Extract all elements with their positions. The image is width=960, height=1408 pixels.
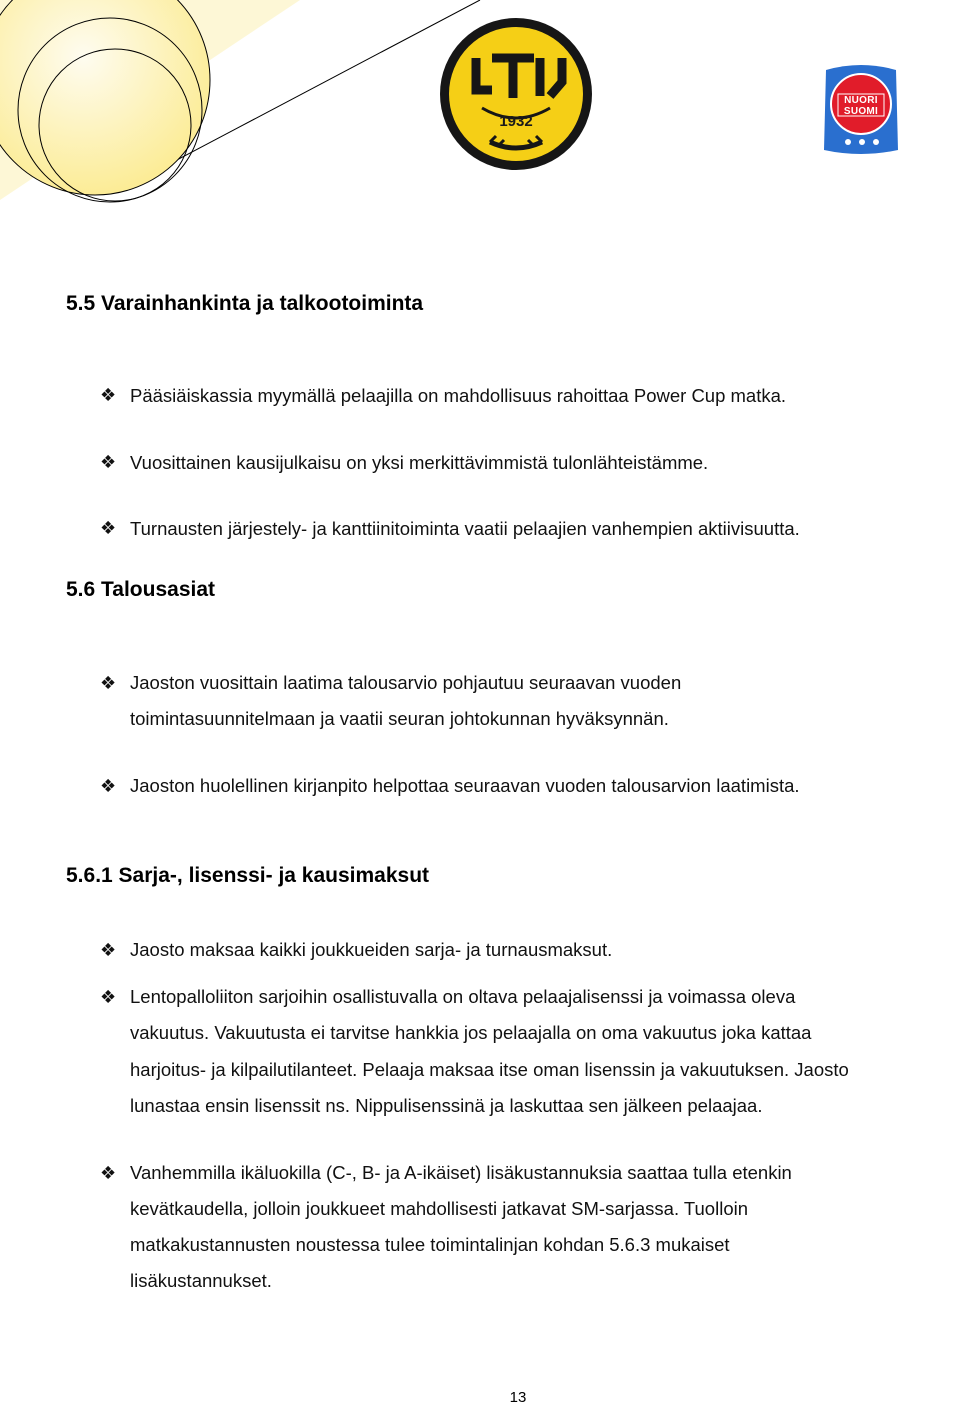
list-item-text: Pääsiäiskassia myymällä pelaajilla on mahdollisuus rahoittaa Power Cup matka. bbox=[130, 385, 787, 406]
diamond-bullet-icon: ❖ bbox=[100, 1163, 117, 1183]
list-item-text: lisäkustannukset. bbox=[130, 1270, 272, 1291]
list-item-text: Jaoston huolellinen kirjanpito helpottaa seuraavan vuoden talousarvion laatimista. bbox=[130, 775, 800, 796]
list-item-text: Jaoston vuosittain laatima talousarvio pohjautuu seuraavan vuoden bbox=[130, 672, 682, 693]
diamond-bullet-icon: ❖ bbox=[100, 385, 117, 405]
section-heading-5-6-1: 5.6.1 Sarja-, lisenssi- ja kausimaksut bbox=[66, 864, 430, 887]
section-heading-5-5: 5.5 Varainhankinta ja talkootoiminta bbox=[66, 292, 424, 315]
diamond-bullet-icon: ❖ bbox=[100, 673, 117, 693]
page-number: 13 bbox=[509, 1389, 527, 1406]
list-item-text: matkakustannusten noustessa tulee toimintalinjan kohdan 5.6.3 mukaiset bbox=[130, 1234, 730, 1255]
section-heading-5-6: 5.6 Talousasiat bbox=[66, 578, 216, 601]
list-item-text: kevätkaudella, jolloin joukkueet mahdollisesti jatkavat SM-sarjassa. Tuolloin bbox=[130, 1198, 749, 1219]
ltv-logo-year: 1932 bbox=[499, 113, 533, 130]
list-item-text: Vuosittainen kausijulkaisu on yksi merkittävimmistä tulonlähteistämme. bbox=[130, 452, 709, 473]
nuori-suomi-logo-text-line2: SUOMI bbox=[843, 106, 879, 117]
list-item-text: toimintasuunnitelmaan ja vaatii seuran johtokunnan hyväksynnän. bbox=[130, 708, 669, 729]
diamond-bullet-icon: ❖ bbox=[100, 452, 117, 472]
diamond-bullet-icon: ❖ bbox=[100, 518, 117, 538]
diamond-bullet-icon: ❖ bbox=[100, 987, 117, 1007]
list-item-text: Turnausten järjestely- ja kanttiinitoiminta vaatii pelaajien vanhempien aktiivisuutta. bbox=[130, 518, 800, 539]
nuori-suomi-logo-text-line1: NUORI bbox=[844, 95, 878, 106]
list-item-text: Lentopalloliiton sarjoihin osallistuvalla on oltava pelaajalisenssi ja voimassa oleva bbox=[130, 986, 796, 1007]
diamond-bullet-icon: ❖ bbox=[100, 940, 117, 960]
ltv-club-logo bbox=[418, 16, 614, 176]
diamond-bullet-icon: ❖ bbox=[100, 776, 117, 796]
list-item-text: Jaosto maksaa kaikki joukkueiden sarja- ja turnausmaksut. bbox=[130, 939, 613, 960]
list-item-text: Vanhemmilla ikäluokilla (C-, B- ja A-ikäiset) lisäkustannuksia saattaa tulla etenkin bbox=[130, 1162, 792, 1183]
list-item-text: vakuutus. Vakuutusta ei tarvitse hankkia jos pelaajalla on oma vakuutus joka kattaa bbox=[130, 1022, 812, 1043]
list-item-text: lunastaa ensin lisenssit ns. Nippulisenssinä ja laskuttaa sen jälkeen pelaajaa. bbox=[130, 1095, 763, 1116]
list-item-text: harjoitus- ja kilpailutilanteet. Pelaaja maksaa itse oman lisenssin ja vakuutuksen. Jaosto bbox=[130, 1059, 849, 1080]
